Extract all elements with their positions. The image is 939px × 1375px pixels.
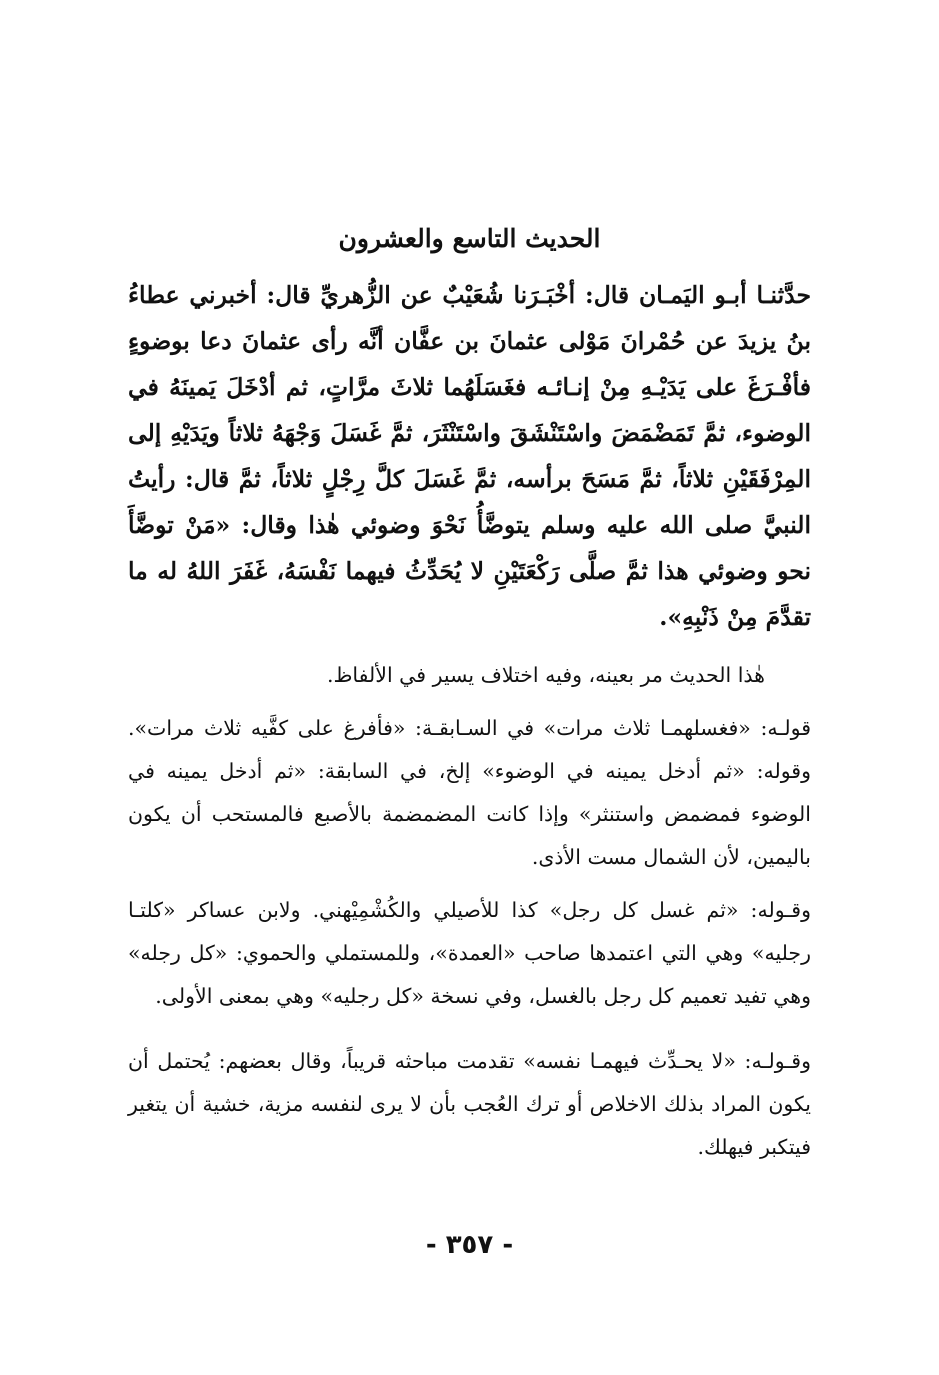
commentary-paragraph-3: وقـوله: «ثم غسل كل رجل» كذا للأصيلي والكُشْمِيْهني. ولابن عساكر «كلتـا رجليه» وهي التي اعتمدها صاحب «العمدة»، وللمستملي والحموي: «كل رجله» وهي تفيد تعميم كل رجل بالغسل، وفي نسخة «كل رجليه» وهي بمعنى الأولى. xyxy=(128,898,811,1008)
page-number: - ٣٥٧ - xyxy=(425,1230,514,1260)
hadith-text: حدَّثنـا أبـو اليَمـان قال: أخْبَـرَنا شُعَيْبٌ عن الزُّهريِّ قال: أخبرني عطاءُ بنُ يزيدَ عن حُمْرانَ مَوْلى عثمانَ بن عفَّان أنَّه رأى عثمانَ دعا بوضوءٍ فأفْـرَغَ على يَدَيْـهِ مِنْ إنـائـه فغَسَلَهُما ثلاثَ مرَّاتٍ، ثم أدْخَلَ يَمينَهُ في الوضوء، ثمَّ تَمَضْمَضَ واسْتَنْشَقَ واسْتَنْثَرَ، ثمَّ غَسَلَ وَجْهَهُ ثلاثاً ويَدَيْهِ إلى المِرْفَقَيْنِ ثلاثاً، ثمَّ مَسَحَ برأسه، ثمَّ غَسَلَ كلَّ رِجْلٍ ثلاثاً، ثمَّ قال: رأيتُ النبيَّ صلى الله عليه وسلم يتوضَّأُ نَحْوَ وضوئي هٰذا وقال: «مَنْ توضَّأَ نحو وضوئي هذا ثمَّ صلَّى رَكْعَتَيْنِ لا يُحَدِّثُ فيهما نَفْسَهُ، غَفَرَ اللهُ له ما تقدَّمَ مِنْ ذَنْبِهِ». xyxy=(128,281,811,631)
commentary-paragraph-1: هٰذا الحديث مر بعينه، وفيه اختلاف يسير في الألفاظ. xyxy=(326,663,765,687)
page-content xyxy=(128,222,811,1179)
commentary-paragraph-4: وقـولـه: «لا يحـدِّث فيهمـا نفسه» تقدمت مباحثه قريباً، وقال بعضهم: يُحتمل أن يكون المراد بذلك الاخلاص أو ترك العُجب بأن لا يرى لنفسه مزية، خشية أن يتغير فيتكبر فيهلك. xyxy=(128,1049,811,1159)
commentary-paragraph-2: قولـه: «فغسلهمـا ثلاث مرات» في السـابقـة: «فأفرغ على كفَّيه ثلاث مرات». وقوله: «ثم أدخل يمينه في الوضوء» إلخ، في السابقة: «ثم أدخل يمينه في الوضوء فمضمض واستنثر» وإذا كانت المضمضمة بالأصبع فالمستحب أن يكون باليمين، لأن الشمال مست الأذى. xyxy=(128,716,811,869)
hadith-title: الحديث التاسع والعشرون xyxy=(338,224,601,253)
